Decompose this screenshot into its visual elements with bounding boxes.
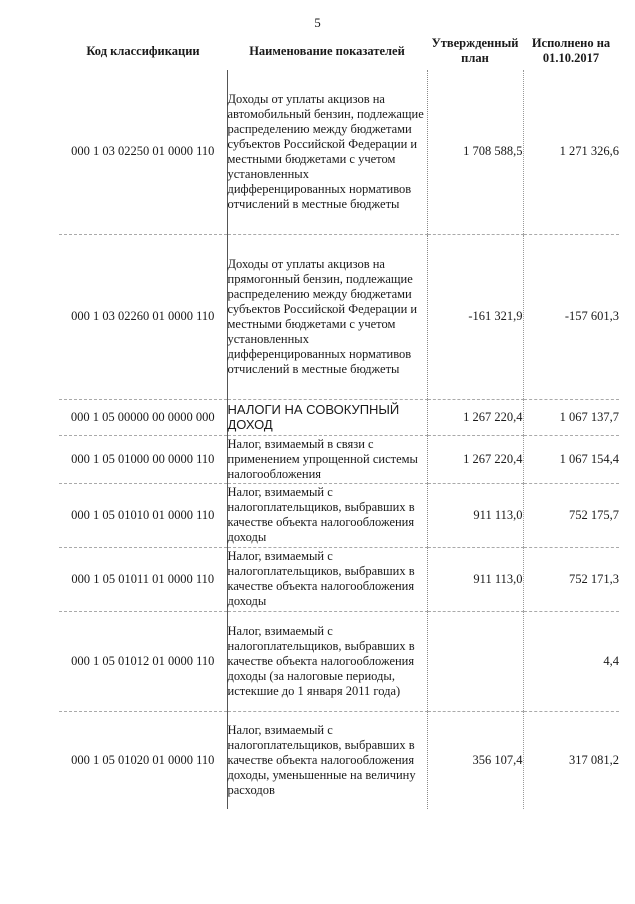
row-done: 4,4 bbox=[523, 611, 619, 711]
row-name: Налог, взимаемый с налогоплательщиков, выбравших в качестве объекта налогообложения доходы (за налоговые периоды, истекшие до 1 января 2011 года) bbox=[227, 611, 427, 711]
page-number: 5 bbox=[314, 15, 321, 30]
table-row bbox=[59, 399, 619, 435]
table-row bbox=[59, 234, 619, 399]
row-name: Налог, взимаемый в связи с применением упрощенной системы налогообложения bbox=[227, 435, 427, 483]
table-row bbox=[59, 547, 619, 611]
row-plan: -161 321,9 bbox=[427, 234, 523, 399]
table-row bbox=[59, 70, 619, 234]
header-plan: Утвержденный план bbox=[431, 36, 519, 65]
row-code: 000 1 05 01011 01 0000 110 bbox=[59, 547, 227, 611]
row-code: 000 1 03 02260 01 0000 110 bbox=[59, 234, 227, 399]
row-plan: 1 708 588,5 bbox=[427, 70, 523, 234]
row-plan: 1 267 220,4 bbox=[427, 399, 523, 435]
header-done: Исполнено на 01.10.2017 bbox=[531, 36, 611, 65]
revenue-table bbox=[59, 30, 619, 809]
row-code: 000 1 05 01000 00 0000 110 bbox=[59, 435, 227, 483]
row-done: 1 067 154,4 bbox=[523, 435, 619, 483]
row-code: 000 1 05 01012 01 0000 110 bbox=[59, 611, 227, 711]
row-plan: 1 267 220,4 bbox=[427, 435, 523, 483]
row-code: 000 1 03 02250 01 0000 110 bbox=[59, 70, 227, 234]
row-name: Налог, взимаемый с налогоплательщиков, выбравших в качестве объекта налогообложения доходы bbox=[227, 547, 427, 611]
row-code: 000 1 05 01010 01 0000 110 bbox=[59, 483, 227, 547]
table-row bbox=[59, 435, 619, 483]
table-header-row bbox=[59, 30, 619, 70]
row-name: Налог, взимаемый с налогоплательщиков, выбравших в качестве объекта налогообложения доходы, уменьшенные на величину расходов bbox=[227, 711, 427, 809]
header-name: Наименование показателей bbox=[249, 43, 405, 58]
row-plan: 911 113,0 bbox=[427, 483, 523, 547]
row-name: Налог, взимаемый с налогоплательщиков, выбравших в качестве объекта налогообложения доходы bbox=[227, 483, 427, 547]
row-plan: 911 113,0 bbox=[427, 547, 523, 611]
row-done: 1 067 137,7 bbox=[523, 399, 619, 435]
table-row bbox=[59, 611, 619, 711]
row-plan: 356 107,4 bbox=[427, 711, 523, 809]
row-name: Доходы от уплаты акцизов на автомобильный бензин, подлежащие распределению между бюджетами субъектов Российской Федерации и местными бюджетами с учетом установленных дифференцированных нормативов отчислений в местные бюджеты bbox=[227, 70, 427, 234]
row-code: 000 1 05 01020 01 0000 110 bbox=[59, 711, 227, 809]
row-name: Доходы от уплаты акцизов на прямогонный бензин, подлежащие распределению между бюджетами субъектов Российской Федерации и местными бюджетами с учетом установленных дифференцированных нормативов отчислений в местные бюджеты bbox=[227, 234, 427, 399]
row-plan bbox=[427, 611, 523, 711]
row-done: -157 601,3 bbox=[523, 234, 619, 399]
row-done: 752 175,7 bbox=[523, 483, 619, 547]
table-row bbox=[59, 711, 619, 809]
table-row bbox=[59, 483, 619, 547]
row-name: НАЛОГИ НА СОВОКУПНЫЙ ДОХОД bbox=[227, 399, 427, 435]
row-code: 000 1 05 00000 00 0000 000 bbox=[59, 399, 227, 435]
row-done: 752 171,3 bbox=[523, 547, 619, 611]
row-done: 1 271 326,6 bbox=[559, 144, 619, 159]
header-code: Код классификации bbox=[86, 43, 200, 58]
row-done: 317 081,2 bbox=[523, 711, 619, 809]
